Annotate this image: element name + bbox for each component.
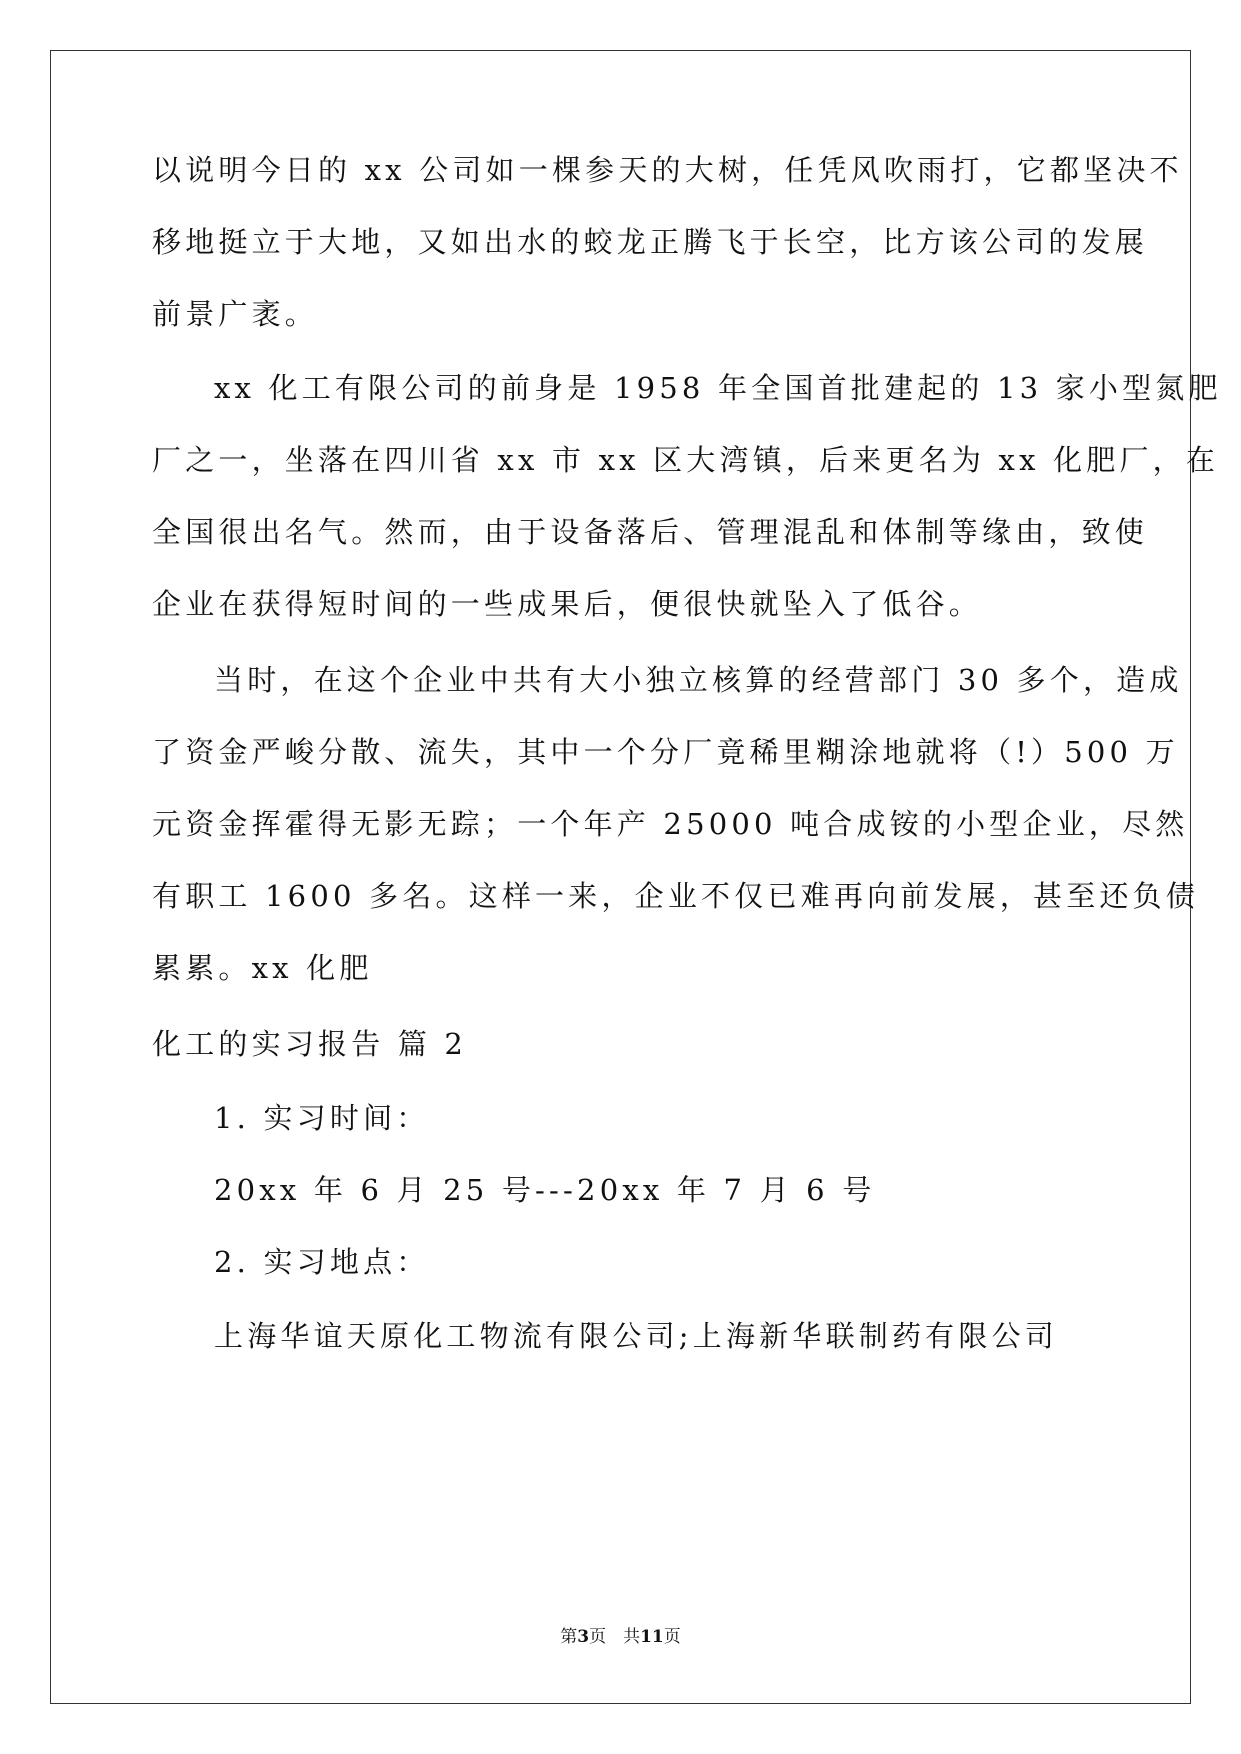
paragraph-line: 企业在获得短时间的一些成果后，便很快就坠入了低谷。 (152, 587, 983, 621)
page-suffix: 页 (663, 1627, 681, 1647)
page-prefix: 第 (560, 1627, 578, 1647)
list-item: 1. 实习时间： (214, 1101, 430, 1135)
paragraph-line: 全国很出名气。然而，由于设备落后、管理混乱和体制等缘由，致使 (152, 515, 1149, 549)
paragraph-line: 前景广袤。 (152, 297, 319, 331)
page-mid: 页 共 (589, 1627, 641, 1647)
paragraph-line: 厂之一，坐落在四川省 xx 市 xx 区大湾镇，后来更名为 xx 化肥厂，在 (152, 443, 1220, 477)
paragraph-line: xx 化工有限公司的前身是 1958 年全国首批建起的 13 家小型氮肥 (214, 371, 1222, 405)
paragraph-line: 累累。xx 化肥 (152, 951, 373, 985)
paragraph-line: 以说明今日的 xx 公司如一棵参天的大树，任凭风吹雨打，它都坚决不 (152, 153, 1183, 187)
page-current: 3 (577, 1627, 590, 1647)
page-total: 11 (640, 1627, 664, 1647)
paragraph-line: 当时，在这个企业中共有大小独立核算的经营部门 30 多个，造成 (214, 663, 1183, 697)
list-item: 2. 实习地点： (214, 1245, 430, 1279)
date-range: 20xx 年 6 月 25 号---20xx 年 7 月 6 号 (214, 1173, 876, 1207)
paragraph-line: 了资金严峻分散、流失，其中一个分厂竟稀里糊涂地就将（!）500 万 (152, 735, 1179, 769)
section-heading: 化工的实习报告 篇 2 (152, 1027, 468, 1061)
paragraph-line: 元资金挥霍得无影无踪；一个年产 25000 吨合成铵的小型企业，尽然 (152, 807, 1189, 841)
paragraph-line: 有职工 1600 多名。这样一来，企业不仅已难再向前发展，甚至还负债 (152, 879, 1200, 913)
paragraph-line: 移地挺立于大地，又如出水的蛟龙正腾飞于长空，比方该公司的发展 (152, 225, 1149, 259)
page-footer (0, 1625, 1241, 1649)
location-text: 上海华谊天原化工物流有限公司;上海新华联制药有限公司 (214, 1319, 1058, 1353)
